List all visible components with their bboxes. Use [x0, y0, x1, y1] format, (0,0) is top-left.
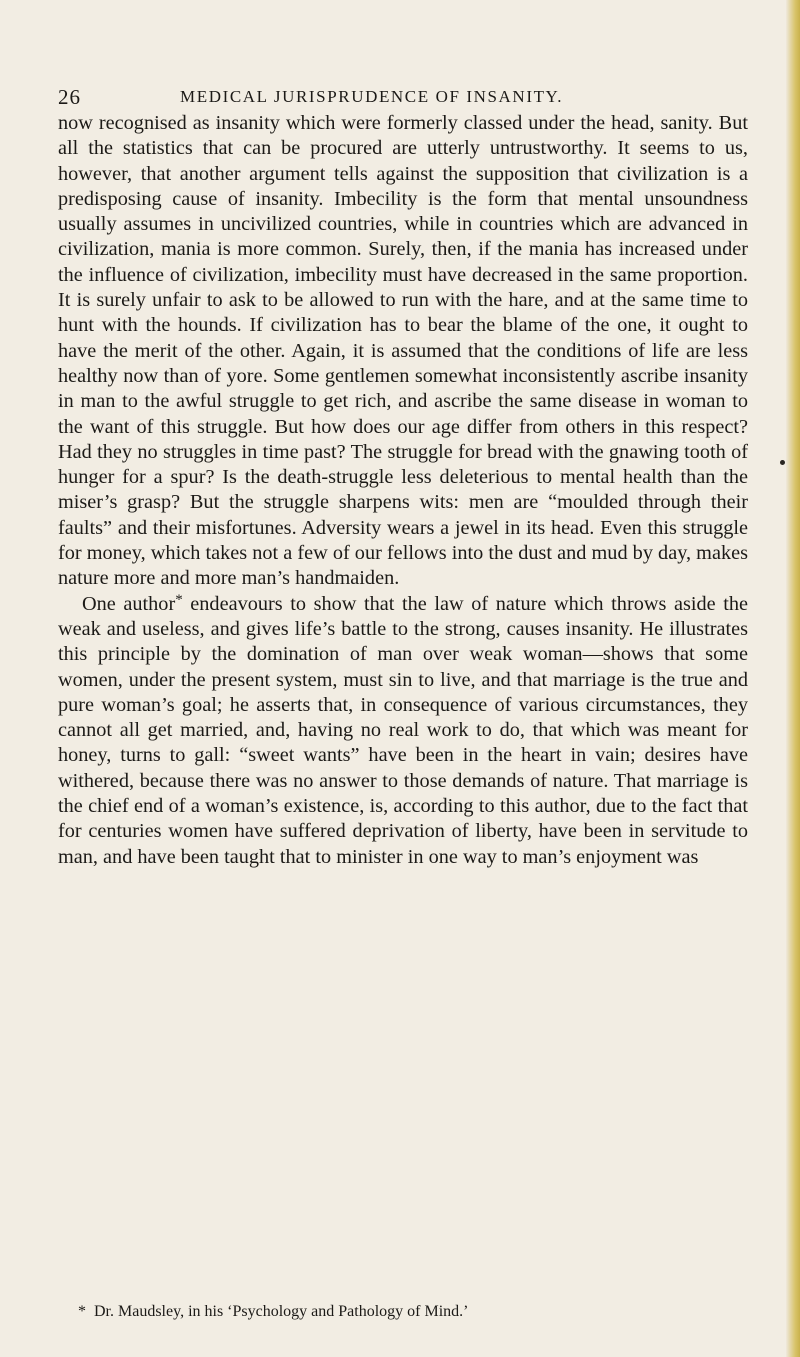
footnote-mark: * — [78, 1303, 86, 1320]
paragraph-2-rest: endeavours to show that the law of nature which throws aside the weak and useless, and gives life’s battle to the strong, causes insanity. He illustrates this principle by the domination of man over weak woman—shows that some women, under the present system, must sin to live, and that marriage is the true and pure woman’s goal; he asserts that, in consequence of various circumstances, they cannot all get married, and, having no real work to do, that which was meant for honey, turns to gall: “sweet wants” have been in the heart in vain; desires have withered, because there was no answer to those demands of nature. That marriage is the chief end of a woman’s existence, is, according to this author, due to the fact that for centuries women have suffered deprivation of liberty, have been in servitude to man, and have been taught that to minister in one way to man’s enjoyment was — [58, 592, 749, 868]
body-text — [58, 111, 748, 870]
running-head: MEDICAL JURISPRUDENCE OF INSANITY. — [180, 87, 564, 106]
footnote-reference-mark: * — [175, 591, 183, 608]
page-number: 26 — [58, 85, 81, 109]
paragraph-1: now recognised as insanity which were formerly classed under the head, sanity. But all the statistics that can be procured are utterly untrustworthy. It seems to us, however, that another argument tells against the supposition that civilization is a predisposing cause of insanity. Imbecility is the form that mental unsoundness usually assumes in uncivilized countries, while in countries which are advanced in civilization, mania is more common. Surely, then, if the mania has increased under the influence of civilization, imbecility must have decreased in the same proportion. It is surely unfair to ask to be allowed to run with the hare, and at the same time to hunt with the hounds. If civilization has to bear the blame of the one, it ought to have the merit of the other. Again, it is assumed that the conditions of life are less healthy now than of yore. Some gentlemen somewhat inconsistently ascribe insanity in man to the awful struggle to get rich, and ascribe the same disease in woman to the want of this struggle. But how does our age differ from others in this respect? Had they no struggles in time past? The struggle for bread with the gnawing tooth of hunger for a spur? Is the death-struggle less deleterious to mental health than the miser’s grasp? But the struggle sharpens wits: men are “moulded through their faults” and their misfortunes. Adversity wears a jewel in its head. Even this struggle for money, which takes not a few of our fellows into the dust and mud by day, makes nature more and more man’s handmaiden. — [58, 112, 748, 590]
page-edge — [786, 0, 800, 1357]
paragraph-2 — [58, 592, 748, 870]
paragraph-2-start: One author — [82, 592, 176, 615]
footnote — [78, 1302, 728, 1322]
footnote-text: Dr. Maudsley, in his ‘Psychology and Pathology of Mind.’ — [94, 1303, 469, 1320]
margin-speck — [780, 460, 785, 465]
